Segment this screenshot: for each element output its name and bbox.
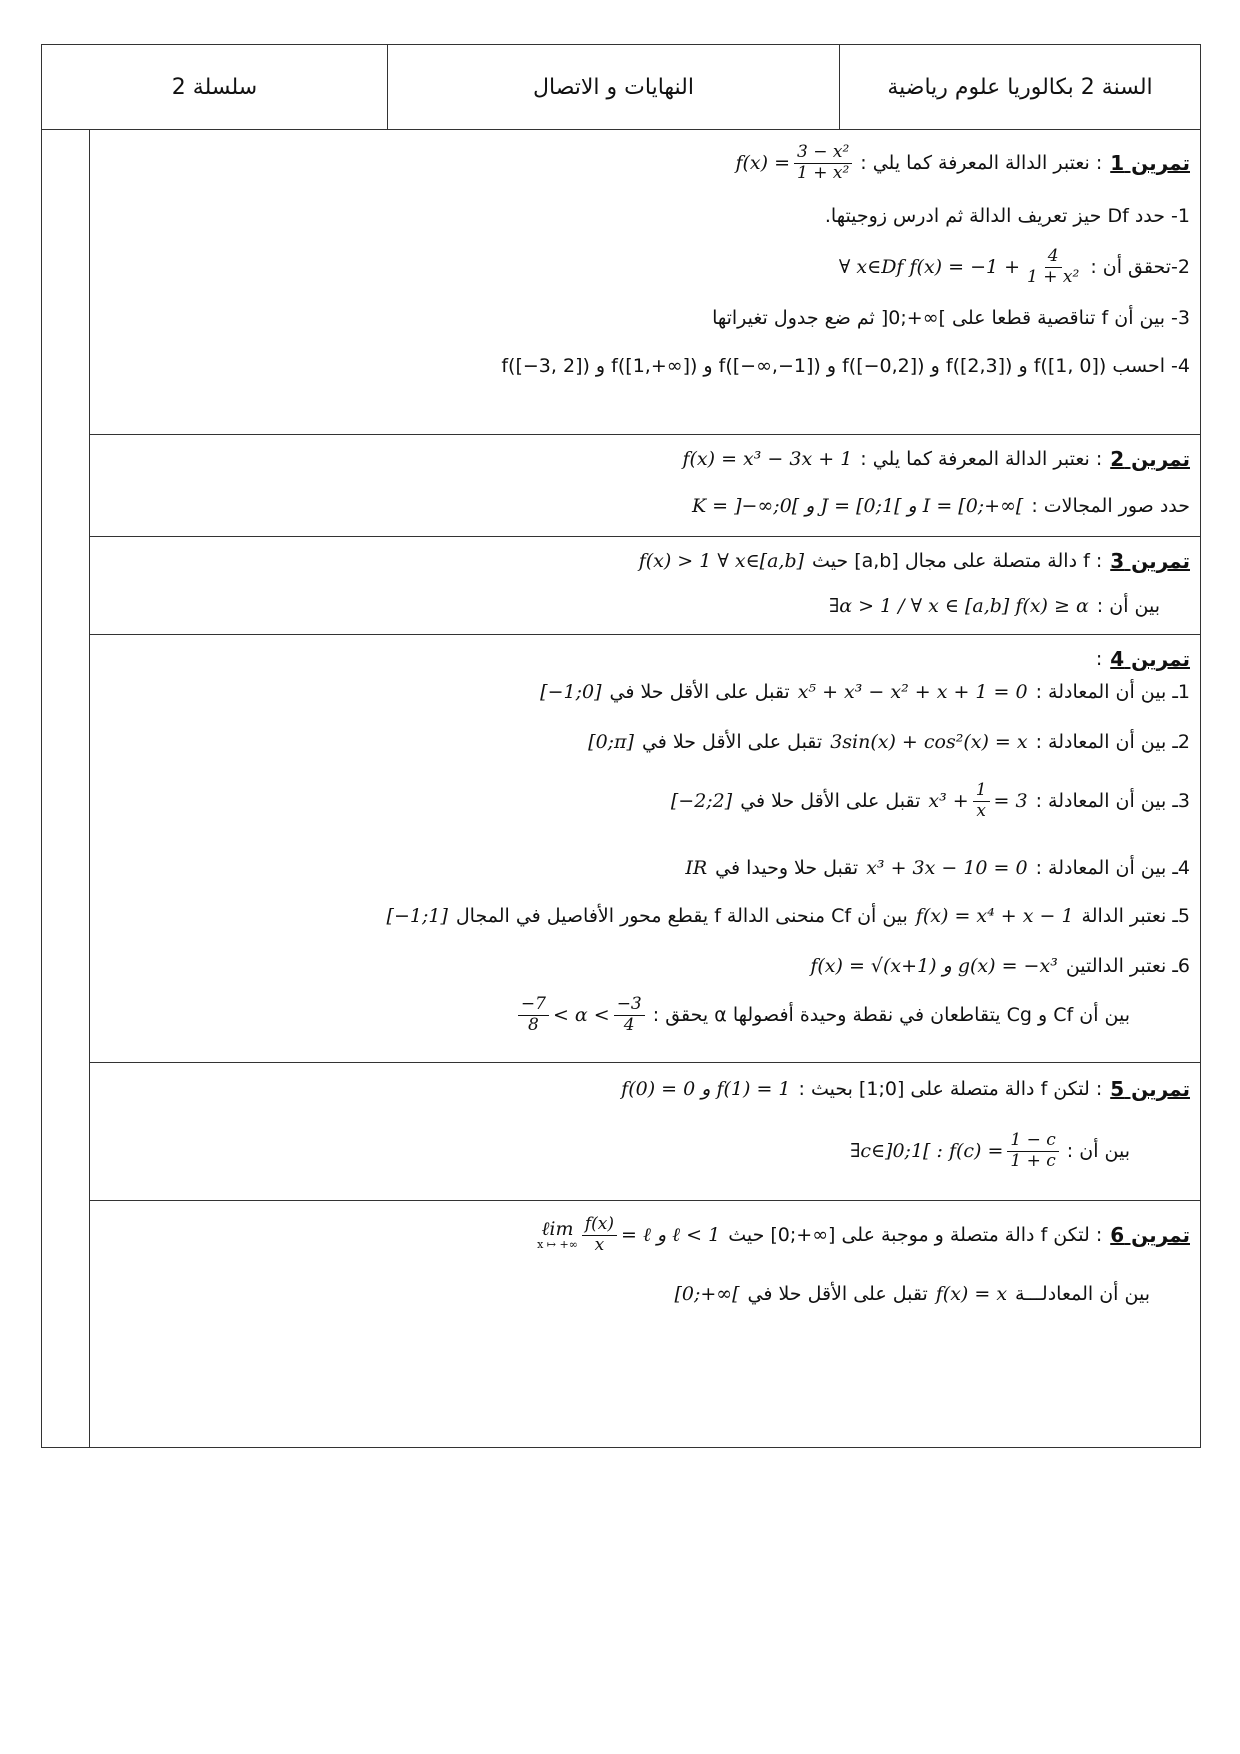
ex4-q2-text: 2ـ بين أن المعادلة : xyxy=(1035,731,1190,753)
ex6-lim-fraction xyxy=(582,1215,617,1255)
ex4-q4 xyxy=(685,857,1190,879)
ex4-q3 xyxy=(671,781,1190,821)
ex6-question-tail: تقبل على الأقل حلا في xyxy=(747,1283,928,1305)
ex4-q6b-den1: 8 xyxy=(527,1014,539,1035)
exercise-5 xyxy=(89,1063,1200,1201)
ex1-q4: 4- احسب ([0 ,1])f و ([2,3])f و ([0,2−])f و ([1−,∞−])f و ([∞+,1])f و ([2 ,3−])f xyxy=(501,355,1190,377)
ex1-func-denominator: 1 + x² xyxy=(797,162,850,183)
ex4-q4-text: 4ـ بين أن المعادلة : xyxy=(1035,857,1190,879)
ex4-q6-text: 6ـ نعتبر الدالتين xyxy=(1065,955,1190,977)
ex4-q3-rhs: = 3 xyxy=(993,790,1028,813)
ex2-q1-line xyxy=(692,495,1190,517)
ex1-q2-text: 2-تحقق أن : xyxy=(1090,256,1190,279)
ex5-statement-math: f(0) = 0 و f(1) = 1 xyxy=(621,1078,791,1100)
ex4-q4-tail: تقبل حلا وحيدا في xyxy=(715,857,859,879)
ex5-question-line xyxy=(850,1131,1130,1171)
ex1-intro-line xyxy=(735,143,1190,183)
ex3-statement-math: f(x) > 1 ∀ x∈[a,b] xyxy=(638,550,805,572)
ex2-intro-line xyxy=(682,447,1190,471)
ex1-q2-line xyxy=(839,247,1190,287)
ex4-q6b-num2: −3 xyxy=(614,995,645,1016)
ex4-q6b-mid: < α < xyxy=(552,1004,610,1027)
ex3-title: تمرين 3 xyxy=(1110,549,1190,573)
exercise-2 xyxy=(89,435,1200,537)
ex2-q1-text: حدد صور المجالات : xyxy=(1031,495,1190,517)
ex5-question-text: بين أن : xyxy=(1066,1140,1130,1163)
header-table xyxy=(42,45,1200,130)
ex4-q1-interval: [−1;0] xyxy=(540,681,602,703)
ex2-function: f(x) = x³ − 3x + 1 xyxy=(682,448,853,470)
ex4-q4-equation: x³ + 3x − 10 = 0 xyxy=(866,857,1028,879)
level-label: السنة 2 بكالوريا علوم رياضية xyxy=(839,45,1200,129)
ex4-q6b xyxy=(518,995,1130,1035)
ex4-q2-interval: [0;π] xyxy=(588,731,634,753)
ex4-title: تمرين 4 xyxy=(1110,647,1190,671)
ex5-q-fraction xyxy=(1007,1131,1058,1171)
ex1-q2-numerator: 4 xyxy=(1045,247,1062,268)
ex1-func-lhs: f(x) = xyxy=(735,152,790,175)
ex4-q3-tail: تقبل على الأقل حلا في xyxy=(740,790,921,813)
ex4-q4-set: IR xyxy=(685,857,708,879)
ex4-q2 xyxy=(588,731,1190,753)
ex4-q3-lhs: x³ + xyxy=(928,790,969,813)
ex2-title: تمرين 2 xyxy=(1110,447,1190,471)
exercise-sheet xyxy=(41,44,1201,1448)
ex4-colon: : xyxy=(1095,648,1103,670)
ex5-q-numerator: 1 − c xyxy=(1007,1131,1058,1152)
exercise-3 xyxy=(89,537,1200,635)
ex4-q1-tail: تقبل على الأقل حلا في xyxy=(609,681,790,703)
ex4-q6b-fraction-1 xyxy=(518,995,549,1035)
ex4-q6b-den2: 4 xyxy=(623,1014,635,1035)
exercise-4 xyxy=(89,635,1200,1063)
ex4-q6b-text: بين أن Cf و Cg يتقاطعان في نقطة وحيدة أفصولها α يحقق : xyxy=(652,1004,1130,1027)
ex4-q3-text: 3ـ بين أن المعادلة : xyxy=(1035,790,1190,813)
ex6-lim-word: ℓim xyxy=(541,1217,574,1240)
ex4-q1-equation: x⁵ + x³ − x² + x + 1 = 0 xyxy=(797,681,1028,703)
ex1-q2-lhs: ∀ x∈Df f(x) = −1 + xyxy=(838,256,1021,279)
ex6-lim-subscript: x ↦ +∞ xyxy=(537,1238,578,1252)
ex4-q3-denominator: x xyxy=(976,800,986,821)
ex6-question-line xyxy=(674,1283,1150,1305)
ex3-statement-line xyxy=(639,549,1190,573)
ex1-title: تمرين 1 xyxy=(1110,151,1190,176)
ex5-question-math xyxy=(850,1131,1059,1171)
ex4-q1-text: 1ـ بين أن المعادلة : xyxy=(1035,681,1190,703)
ex6-limit xyxy=(537,1215,720,1255)
ex4-q3-interval: [−2;2] xyxy=(670,790,733,813)
ex4-q5-tail: بين أن Cf منحنى الدالة f يقطع محور الأفاصيل في المجال xyxy=(455,905,908,927)
ex5-title: تمرين 5 xyxy=(1110,1077,1190,1101)
ex6-statement-line xyxy=(537,1215,1190,1255)
ex1-q2-denominator: 1 + x² xyxy=(1027,266,1080,287)
ex2-q1-intervals: K = ]−∞;0[ و J = [0;1[ و I = [0;+∞[ xyxy=(691,495,1024,517)
ex6-lim-tail: = ℓ و ℓ < 1 xyxy=(621,1223,721,1246)
ex4-q6-functions: f(x) = √(x+1) و g(x) = −x³ xyxy=(810,955,1058,977)
ex4-title-line xyxy=(1096,647,1190,671)
ex1-intro: : نعتبر الدالة المعرفة كما يلي : xyxy=(860,152,1103,175)
ex4-q5-interval: [−1;1] xyxy=(386,905,448,927)
ex4-q5-text: 5ـ نعتبر الدالة xyxy=(1081,905,1190,927)
ex6-lim-denominator: x xyxy=(594,1234,605,1255)
ex4-q6b-fraction-2 xyxy=(614,995,645,1035)
ex3-question-line xyxy=(829,595,1160,617)
ex4-q5 xyxy=(387,905,1190,927)
ex4-q6b-num1: −7 xyxy=(518,995,549,1016)
ex4-q3-fraction xyxy=(973,781,990,821)
ex6-title: تمرين 6 xyxy=(1110,1223,1190,1248)
ex5-statement-line xyxy=(621,1077,1190,1101)
ex6-question-text: بين أن المعادلـــة xyxy=(1015,1283,1150,1305)
ex6-lim-operator xyxy=(537,1219,578,1252)
ex5-q-lhs: ∃c∈]0;1[ : f(c) = xyxy=(850,1140,1004,1163)
ex3-question-math: ∃α > 1 / ∀ x ∈ [a,b] f(x) ≥ α xyxy=(828,595,1089,617)
left-margin-column xyxy=(42,129,90,1447)
ex4-q3-equation xyxy=(928,781,1027,821)
ex1-q1: 1- حدد Df حيز تعريف الدالة ثم ادرس زوجيتها. xyxy=(824,205,1190,227)
ex4-q3-numerator: 1 xyxy=(973,781,990,802)
exercise-6 xyxy=(89,1201,1200,1447)
ex4-q6b-inequality xyxy=(518,995,645,1035)
exercise-1 xyxy=(89,129,1200,435)
ex1-q2-fraction xyxy=(1024,247,1082,287)
ex1-q2-math xyxy=(839,247,1082,287)
ex3-statement: : f دالة متصلة على مجال [a,b] حيث xyxy=(812,550,1103,572)
ex4-q5-function: f(x) = x⁴ + x − 1 xyxy=(915,905,1074,927)
ex6-statement: : لتكن f دالة متصلة و موجبة على [∞+;0] حيث xyxy=(728,1224,1103,1247)
ex5-statement: : لتكن f دالة متصلة على [0;1] بحيث : xyxy=(798,1078,1103,1100)
ex1-function xyxy=(735,143,852,183)
series-label: سلسلة 2 xyxy=(42,45,388,129)
ex1-func-fraction xyxy=(794,143,852,183)
ex5-q-denominator: 1 + c xyxy=(1010,1150,1056,1171)
ex4-q1 xyxy=(540,681,1190,703)
ex1-func-numerator: 3 − x² xyxy=(794,143,852,164)
ex4-q2-tail: تقبل على الأقل حلا في xyxy=(641,731,823,753)
ex6-question-math: f(x) = x xyxy=(935,1283,1008,1305)
ex4-q2-equation: 3sin(x) + cos²(x) = x xyxy=(830,731,1028,753)
ex3-question-text: بين أن : xyxy=(1096,595,1160,617)
ex6-question-interval: [0;+∞[ xyxy=(674,1283,740,1305)
topic-title: النهايات و الاتصال xyxy=(533,74,694,100)
ex6-lim-numerator: f(x) xyxy=(582,1215,617,1236)
ex4-q6 xyxy=(810,955,1190,977)
ex2-intro: : نعتبر الدالة المعرفة كما يلي : xyxy=(860,448,1103,470)
ex1-q3: 3- بين أن f تناقصية قطعا على ]∞+;0[ ثم ضع جدول تغيراتها xyxy=(712,307,1190,329)
